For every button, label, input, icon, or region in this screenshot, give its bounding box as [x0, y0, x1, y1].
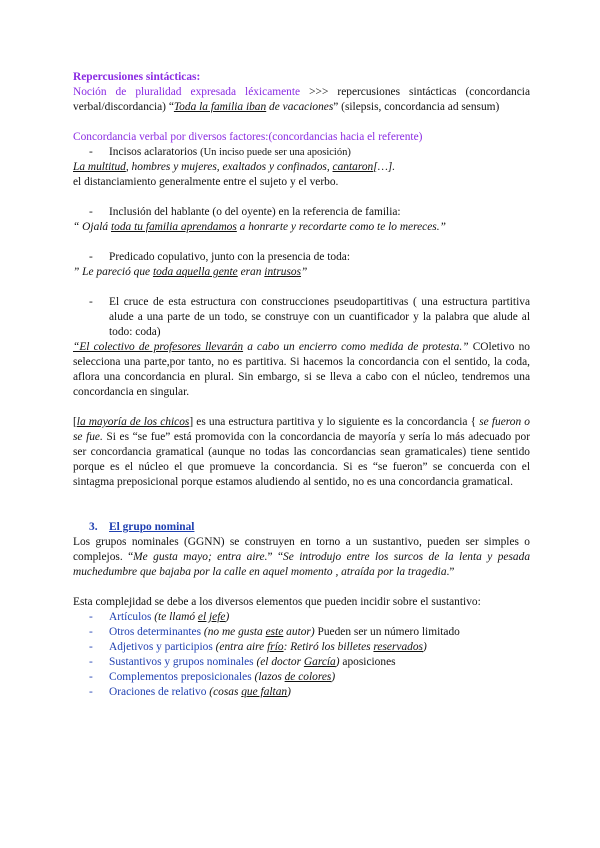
paragraph-pluralidad: Noción de pluralidad expresada léxicamente >>> repercusiones sintácticas (concordancia verbal/discordancia) “Toda la familia iban de vacaciones” (silepsis, concordancia ad sensum)	[73, 86, 530, 113]
list-item: - Otros determinantes (no me gusta este autor) Pueden ser un número limitado	[89, 626, 460, 638]
bullet-inclusion-hablante: - Inclusión del hablante (o del oyente) en la referencia de familia:	[89, 206, 401, 218]
list-item: - Artículos (te llamó el jefe)	[89, 611, 230, 623]
example-colectivo: “El colectivo de profesores llevarán a cabo un encierro como medida de protesta.” COletivo no selecciona una parte,por tanto, no es partitiva. Si hacemos la concordancia con el sentido, la coda, aflora una concordancia en plural. Sin embargo, si se lleva a cabo con el núcleo, tendremos una concordancia en singular.	[73, 341, 530, 398]
paragraph-mayoria: [la mayoría de los chicos] es una estructura partitiva y lo siguiente es la concordancia { se fueron o se fue. Si es “se fue” está promovida con la concordancia de mayoría y sería lo más adecuado por ser concordancia gramatical (aunque no todas las concordancias sean gramaticales) tiene sentido porque es el núcleo el que promueve la concordancia. Si es “se fueron” se concuerda con el sintagma preposicional porque estamos aludiendo al sentido, no es una concordancia gramatical.	[73, 416, 531, 488]
heading-grupo-nominal: 3. El grupo nominal	[89, 521, 195, 533]
bullet-cruce-estructura: - El cruce de esta estructura con construcciones pseudopartitivas ( una estructura partitiva alude a una parte de un todo, se construye con un cuantificador y la palabra que alude al todo: coda)	[89, 296, 530, 338]
section-title: Repercusiones sintácticas:	[73, 71, 201, 83]
paragraph-complejidad: Esta complejidad se debe a los diversos elementos que pueden incidir sobre el sustantivo:	[73, 596, 481, 608]
list-item: - Adjetivos y participios (entra aire frío: Retiró los billetes reservados)	[89, 641, 427, 653]
note-distanciamiento: el distanciamiento generalmente entre el sujeto y el verbo.	[73, 176, 339, 188]
example-ojala: “ Ojalá toda tu familia aprendamos a honrarte y recordarte como te lo mereces.”	[73, 221, 446, 233]
bullet-incisos: - Incisos aclaratorios (Un inciso puede ser una aposición)	[89, 146, 351, 158]
paragraph-concordancia-verbal: Concordancia verbal por diversos factores:(concordancias hacia el referente)	[73, 131, 423, 143]
document-page	[73, 70, 530, 700]
list-item: - Oraciones de relativo (cosas que faltan)	[89, 686, 291, 698]
list-item: - Complementos preposicionales (lazos de colores)	[89, 671, 336, 683]
example-le-parecio: ” Le pareció que toda aquella gente eran intrusos”	[73, 266, 308, 278]
example-multitud: La multitud, hombres y mujeres, exaltados y confinados, cantaron[…].	[73, 161, 396, 173]
paragraph-grupos-nominales: Los grupos nominales (GGNN) se construyen en torno a un sustantivo, pueden ser simples o complejos. “Me gusta mayo; entra aire.” “Se introdujo entre los surcos de la lenta y pesada muchedumbre que bajaba por la calle en aquel momento , atraída por la tragedia.”	[73, 536, 531, 578]
list-elementos	[73, 610, 530, 700]
bullet-predicado-copulativo: - Predicado copulativo, junto con la presencia de toda:	[89, 251, 351, 263]
list-item: - Sustantivos y grupos nominales (el doctor García) aposiciones	[89, 656, 396, 668]
